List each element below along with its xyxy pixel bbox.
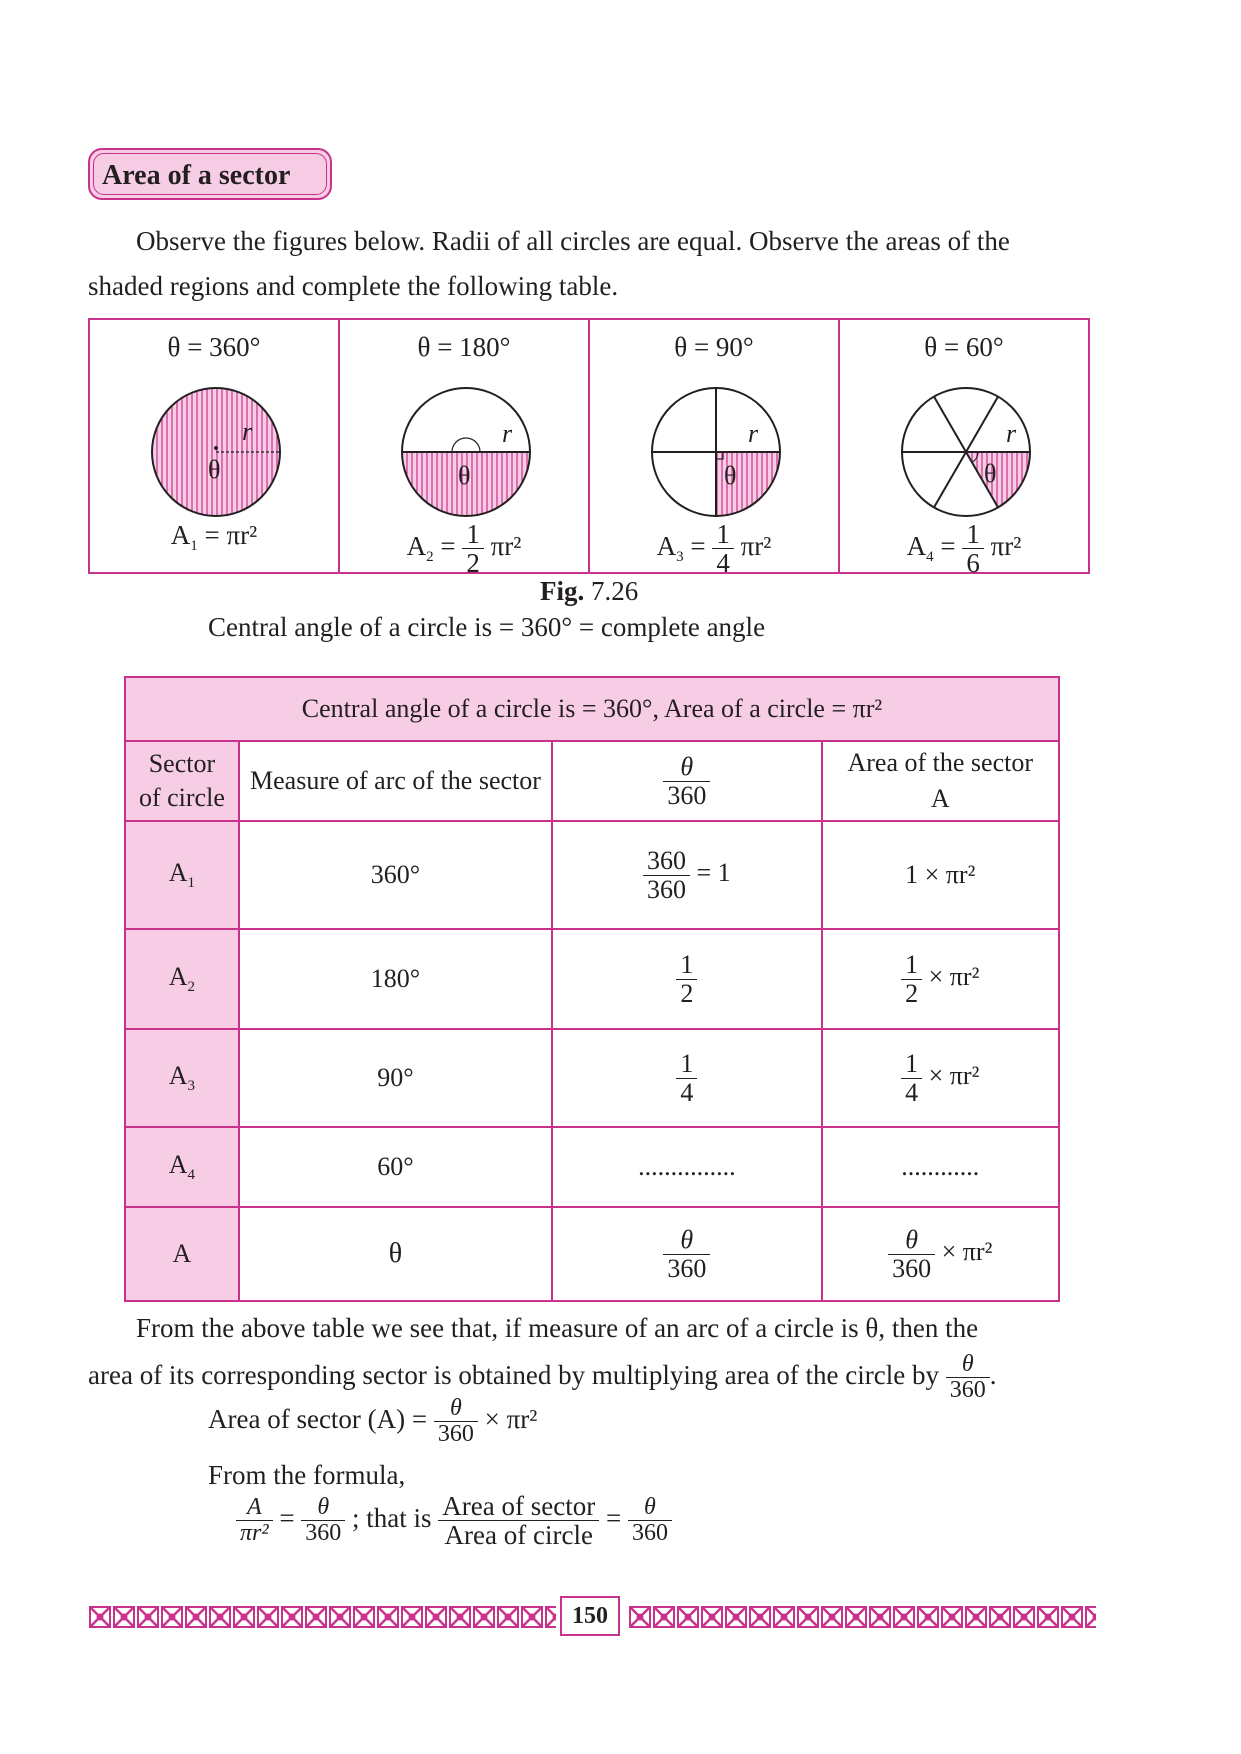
- ratio-formula: $\frac{A}{\text{πr²}}$ = $\frac{\theta}{360}$ ; that is $\frac{\text{Area of sector}}{\text{Area of circle}}$ = $\frac{\theta}{360}$: [236, 1492, 672, 1550]
- circle-half-shaded: [396, 382, 536, 522]
- page-number: 150: [560, 1596, 620, 1636]
- row-sector-label: $A_2$: [125, 929, 239, 1029]
- table-row: [125, 1127, 1059, 1207]
- figure-angle-label: θ = 360°: [167, 332, 261, 362]
- row-arc-value: θ: [239, 1207, 552, 1301]
- radius-symbol: r: [502, 419, 513, 448]
- theta-symbol: θ: [208, 455, 221, 484]
- theta-symbol: θ: [458, 461, 471, 490]
- row-ratio: $\frac{1}{4}$: [552, 1029, 821, 1127]
- section-heading: Area of a sector: [102, 160, 291, 191]
- figure-cell-60: [838, 318, 1090, 579]
- figure-area-label: $A_4$ = $\frac{1}{6}$ πr²: [906, 519, 1022, 579]
- sector-table: [124, 676, 1060, 1302]
- figure-caption: Fig. 7.26: [540, 576, 639, 606]
- sector-formula: Area of sector (A) = $\frac{\theta}{360}$ × πr²: [208, 1395, 538, 1448]
- intro-line-1: Observe the figures below. Radii of all circles are equal. Observe the areas of the: [136, 226, 1010, 256]
- figure-cell-180: [338, 318, 590, 579]
- conclusion-line-2: area of its corresponding sector is obtained by multiplying area of the circle by $\frac{\theta}{360}$ .: [88, 1351, 997, 1404]
- figure-cell-90: [588, 318, 840, 579]
- radius-symbol: r: [748, 419, 759, 448]
- row-sector-label: $A_4$: [125, 1127, 239, 1207]
- row-arc-value: 90°: [239, 1029, 552, 1127]
- theta-symbol: θ: [724, 461, 737, 490]
- row-area: 1 × πr²: [822, 821, 1059, 929]
- figure-area-label: $A_1 = \pi r^2$: [170, 520, 258, 554]
- footer-ornament-left: [88, 1602, 556, 1632]
- row-sector-label: $A_1$: [125, 821, 239, 929]
- circle-full-shaded: [146, 382, 286, 522]
- figure-angle-label: θ = 90°: [674, 332, 754, 362]
- row-area-blank: ............: [822, 1127, 1059, 1207]
- table-row: [125, 929, 1059, 1029]
- row-area: $\frac{1}{2}$ × πr²: [822, 929, 1059, 1029]
- row-ratio: $\frac{\theta}{360}$: [552, 1207, 821, 1301]
- central-angle-line: Central angle of a circle is = 360° = complete angle: [208, 612, 766, 642]
- row-ratio: $\frac{1}{2}$: [552, 929, 821, 1029]
- row-ratio: $\frac{360}{360}$ = 1: [552, 821, 821, 929]
- section-heading-box: [88, 148, 332, 200]
- radius-symbol: r: [1006, 419, 1017, 448]
- row-arc-value: 360°: [239, 821, 552, 929]
- table-row: [125, 821, 1059, 929]
- figure-angle-label: θ = 180°: [417, 332, 511, 362]
- figure-area-label: $A_2$ = $\frac{1}{2}$ πr²: [406, 519, 522, 579]
- figure-cell-360: [88, 318, 340, 574]
- conclusion-line-1: From the above table we see that, if measure of an arc of a circle is θ, then the: [136, 1313, 979, 1343]
- table-row: [125, 1029, 1059, 1127]
- row-arc-value: 60°: [239, 1127, 552, 1207]
- row-area: $\frac{1}{4}$ × πr²: [822, 1029, 1059, 1127]
- intro-line-2: shaded regions and complete the following table.: [88, 271, 619, 301]
- theta-symbol: θ: [984, 459, 997, 488]
- row-ratio-blank: ...............: [552, 1127, 821, 1207]
- column-header-area: Area of the sector A: [822, 741, 1059, 821]
- radius-symbol: r: [242, 417, 253, 446]
- from-formula-label: From the formula,: [208, 1460, 406, 1490]
- circle-sixth-shaded: [896, 382, 1036, 522]
- row-sector-label: $A_3$: [125, 1029, 239, 1127]
- figure-angle-label: θ = 60°: [924, 332, 1004, 362]
- row-arc-value: 180°: [239, 929, 552, 1029]
- figure-area-label: $A_3$ = $\frac{1}{4}$ πr²: [656, 519, 772, 579]
- column-header-sector: Sector of circle: [125, 741, 239, 821]
- row-area: $\frac{\theta}{360}$ × πr²: [822, 1207, 1059, 1301]
- row-sector-label: A: [125, 1207, 239, 1301]
- column-header-arc: Measure of arc of the sector: [239, 741, 552, 821]
- circle-quarter-shaded: [646, 382, 786, 522]
- table-header: Central angle of a circle is = 360°, Area of a circle = πr²: [125, 677, 1059, 741]
- footer-ornament-right: [628, 1602, 1096, 1632]
- table-row: [125, 1207, 1059, 1301]
- column-header-ratio: $\frac{\theta}{360}$: [552, 741, 821, 821]
